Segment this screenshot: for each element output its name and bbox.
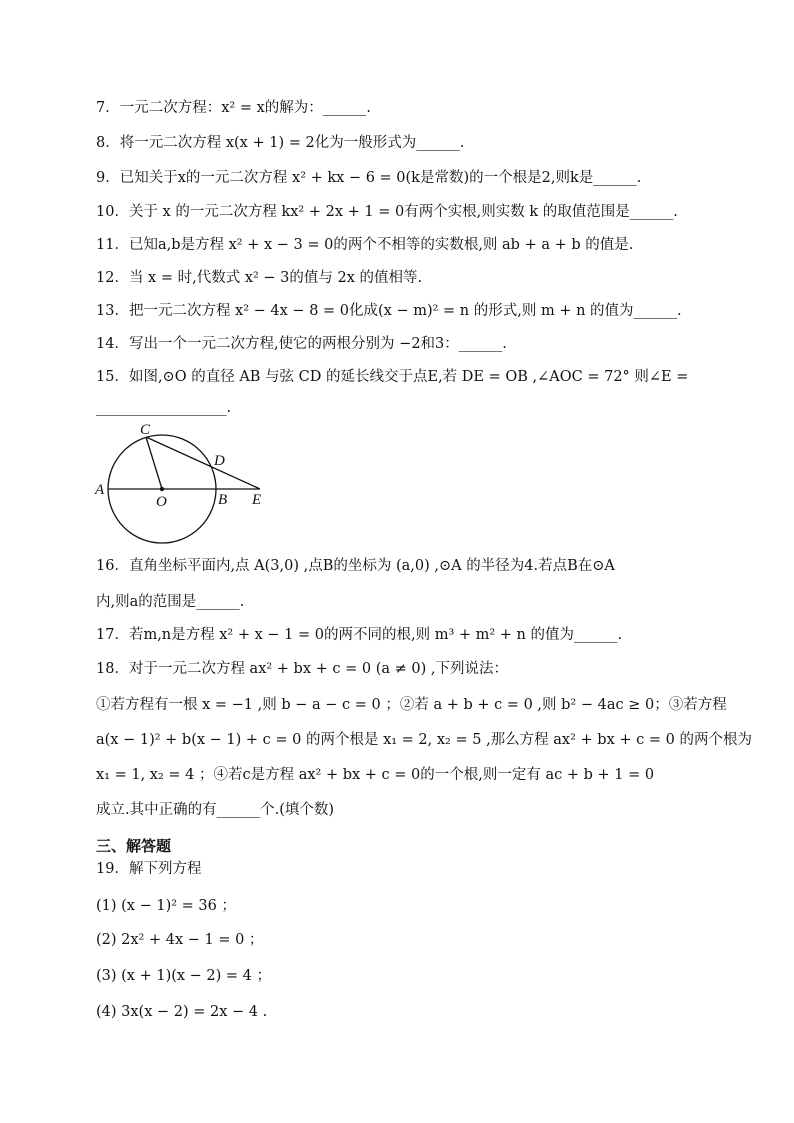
question-19-title: 19．解下列方程 — [96, 861, 202, 877]
line-ce — [146, 437, 260, 489]
question-15-answer-line: __________________. — [96, 400, 232, 416]
question-18-line-4: 成立.其中正确的有______个.(填个数) — [96, 802, 335, 818]
question-18-line-2: a(x − 1)² + b(x − 1) + c = 0 的两个根是 x₁ = 2, x₂ = 5 ,那么方程 ax² + bx + c = 0 的两个根为 — [96, 732, 752, 748]
question-19-item-3: (3) (x + 1)(x − 2) = 4 ； — [96, 968, 272, 984]
label-d: D — [214, 453, 225, 469]
label-a: A — [95, 482, 105, 498]
question-12: 12．当 x = 时,代数式 x² − 3的值与 2x 的值相等. — [96, 270, 423, 286]
question-15: 15．如图,⊙O 的直径 AB 与弦 CD 的延长线交于点E,若 DE = OB ,∠AOC = 72° 则∠E = — [96, 369, 689, 385]
label-e: E — [252, 492, 262, 508]
label-b: B — [218, 492, 228, 508]
question-13: 13．把一元二次方程 x² − 4x − 8 = 0化成(x − m)² = n 的形式,则 m + n 的值为______. — [96, 303, 682, 319]
question-7: 7．一元二次方程：x² = x的解为：______. — [96, 100, 371, 116]
question-11: 11．已知a,b是方程 x² + x − 3 = 0的两个不相等的实数根,则 ab + a + b 的值是. — [96, 237, 634, 253]
question-16-cont: 内,则a的范围是______. — [96, 594, 245, 610]
question-19-item-2: (2) 2x² + 4x − 1 = 0 ； — [96, 932, 264, 948]
label-c: C — [140, 422, 151, 438]
question-18-line-3: x₁ = 1, x₂ = 4 ；④若c是方程 ax² + bx + c = 0的一个根,则一定有 ac + b + 1 = 0 — [96, 767, 655, 783]
question-9: 9．已知关于x的一元二次方程 x² + kx − 6 = 0(k是常数)的一个根是2,则k是______. — [96, 170, 642, 186]
question-17: 17．若m,n是方程 x² + x − 1 = 0的两不同的根,则 m³ + m² + n 的值为______. — [96, 627, 623, 643]
question-18-line-1: ①若方程有一根 x = −1 ,则 b − a − c = 0 ；②若 a + b + c = 0 ,则 b² − 4ac ≥ 0；③若方程 — [96, 697, 727, 713]
radius-oc — [146, 437, 162, 489]
question-16: 16．直角坐标平面内,点 A(3,0) ,点B的坐标为 (a,0) ,⊙A 的半径为4.若点B在⊙A — [96, 558, 615, 574]
question-18: 18．对于一元二次方程 ax² + bx + c = 0 (a ≠ 0) ,下列说法： — [96, 661, 508, 677]
question-10: 10．关于 x 的一元二次方程 kx² + 2x + 1 = 0有两个实根,则实数 k 的取值范围是______. — [96, 204, 678, 220]
question-8: 8．将一元二次方程 x(x + 1) = 2化为一般形式为______. — [96, 135, 465, 151]
question-19-item-1: (1) (x − 1)² = 36 ； — [96, 898, 236, 914]
label-o: O — [156, 494, 167, 510]
circle-diagram — [90, 420, 280, 544]
question-14: 14．写出一个一元二次方程,使它的两根分别为 −2和3：______. — [96, 336, 507, 352]
section-heading: 三、解答题 — [96, 837, 172, 855]
center-point — [160, 487, 164, 491]
question-19-item-4: (4) 3x(x − 2) = 2x − 4 . — [96, 1004, 268, 1020]
